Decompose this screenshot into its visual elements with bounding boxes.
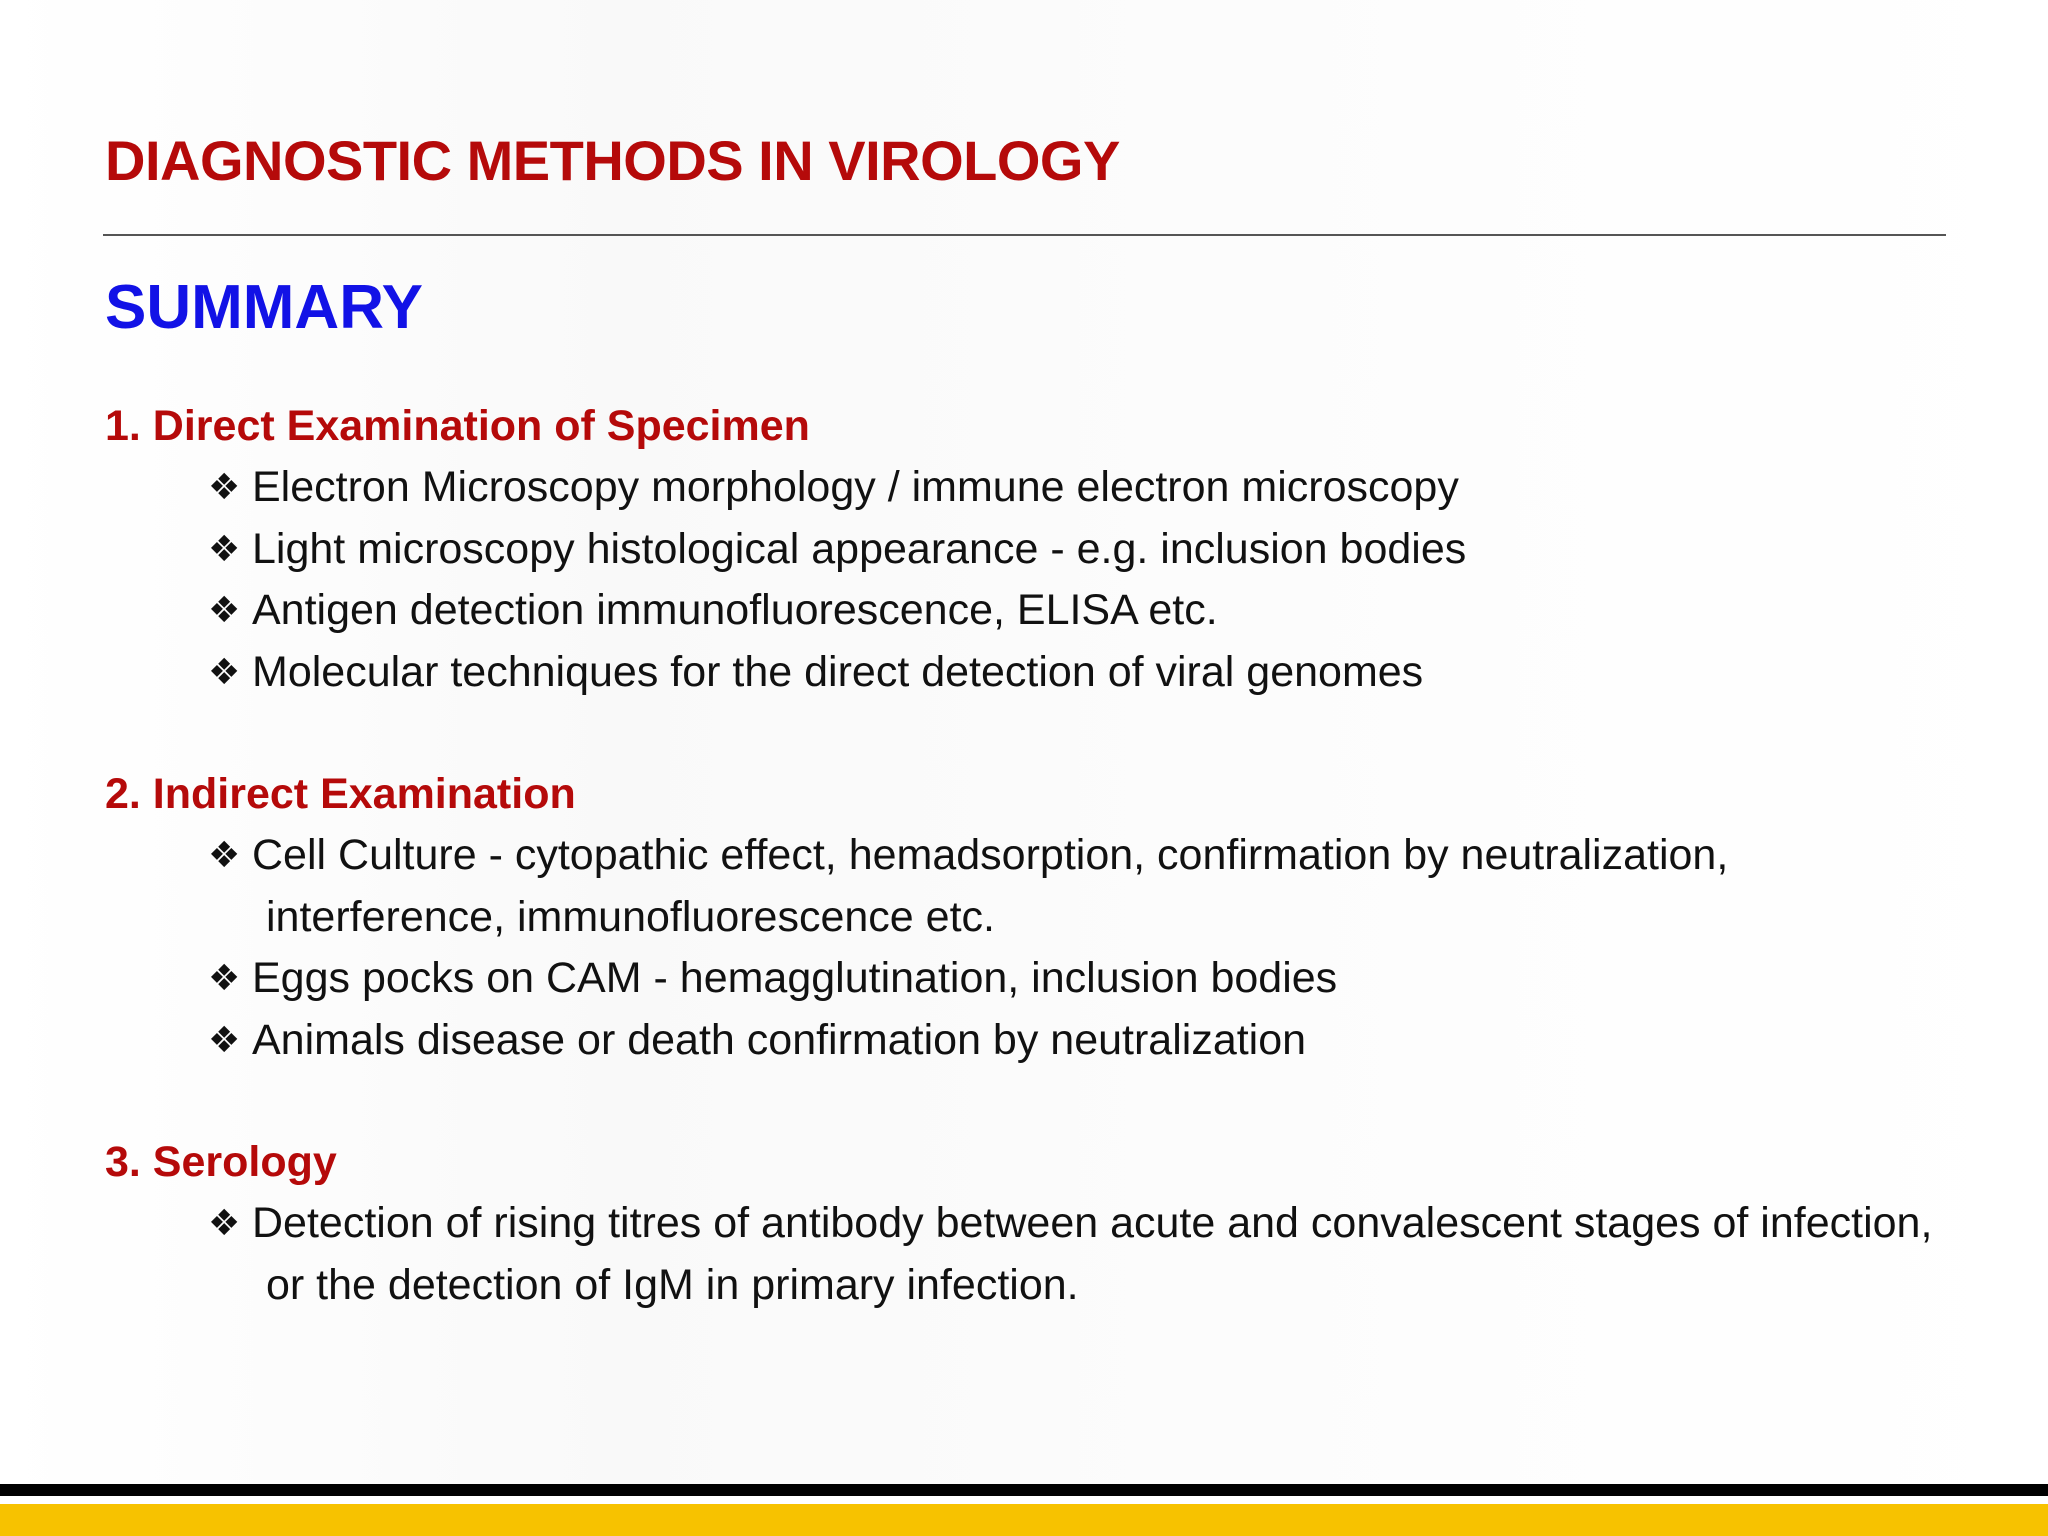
list-item xyxy=(208,825,1955,948)
footer-yellow-stripe xyxy=(0,1504,2048,1536)
list-item-text: Detection of rising titres of antibody between acute and convalescent stages of infection, or the detection of IgM in primary infection. xyxy=(252,1199,1933,1309)
bullet-list xyxy=(105,457,1955,703)
diamond-bullet-icon: ❖ xyxy=(208,528,241,570)
list-item xyxy=(208,580,1955,642)
list-item-text: Molecular techniques for the direct detection of viral genomes xyxy=(252,647,1424,696)
list-item xyxy=(208,1010,1955,1072)
diamond-bullet-icon: ❖ xyxy=(208,590,241,631)
list-item xyxy=(208,642,1955,704)
list-item-text: Animals disease or death confirmation by neutralization xyxy=(252,1015,1307,1064)
list-item xyxy=(208,457,1955,519)
diamond-bullet-icon: ❖ xyxy=(208,1019,241,1061)
footer-gap xyxy=(0,1496,2048,1504)
diamond-bullet-icon: ❖ xyxy=(208,467,241,508)
list-item-text: Antigen detection immunofluorescence, ELISA etc. xyxy=(252,586,1218,634)
diamond-bullet-icon: ❖ xyxy=(208,958,241,999)
section-direct-examination xyxy=(105,396,1955,703)
bullet-list xyxy=(105,1193,1955,1316)
list-item xyxy=(208,948,1955,1010)
list-item-text: Cell Culture - cytopathic effect, hemadsorption, confirmation by neutralization, interference, immunofluorescence etc. xyxy=(252,831,1729,941)
list-item xyxy=(208,1193,1955,1316)
diamond-bullet-icon: ❖ xyxy=(208,835,241,876)
diamond-bullet-icon: ❖ xyxy=(208,1203,241,1244)
list-item-text: Electron Microscopy morphology / immune electron microscopy xyxy=(252,463,1459,511)
slide-subtitle: SUMMARY xyxy=(105,273,424,342)
slide-content xyxy=(105,396,1955,1377)
footer-black-stripe xyxy=(0,1484,2048,1496)
list-item-text: Eggs pocks on CAM - hemagglutination, inclusion bodies xyxy=(252,954,1338,1002)
section-serology xyxy=(105,1132,1955,1316)
title-divider xyxy=(103,234,1946,236)
section-heading: 1. Direct Examination of Specimen xyxy=(105,402,810,450)
slide-title: DIAGNOSTIC METHODS IN VIROLOGY xyxy=(105,129,1120,192)
bullet-list xyxy=(105,825,1955,1071)
diamond-bullet-icon: ❖ xyxy=(208,651,241,693)
list-item-text: Light microscopy histological appearance - e.g. inclusion bodies xyxy=(252,524,1467,573)
section-indirect-examination xyxy=(105,764,1955,1071)
section-heading: 2. Indirect Examination xyxy=(105,770,576,818)
list-item xyxy=(208,519,1955,581)
section-heading: 3. Serology xyxy=(105,1138,337,1186)
